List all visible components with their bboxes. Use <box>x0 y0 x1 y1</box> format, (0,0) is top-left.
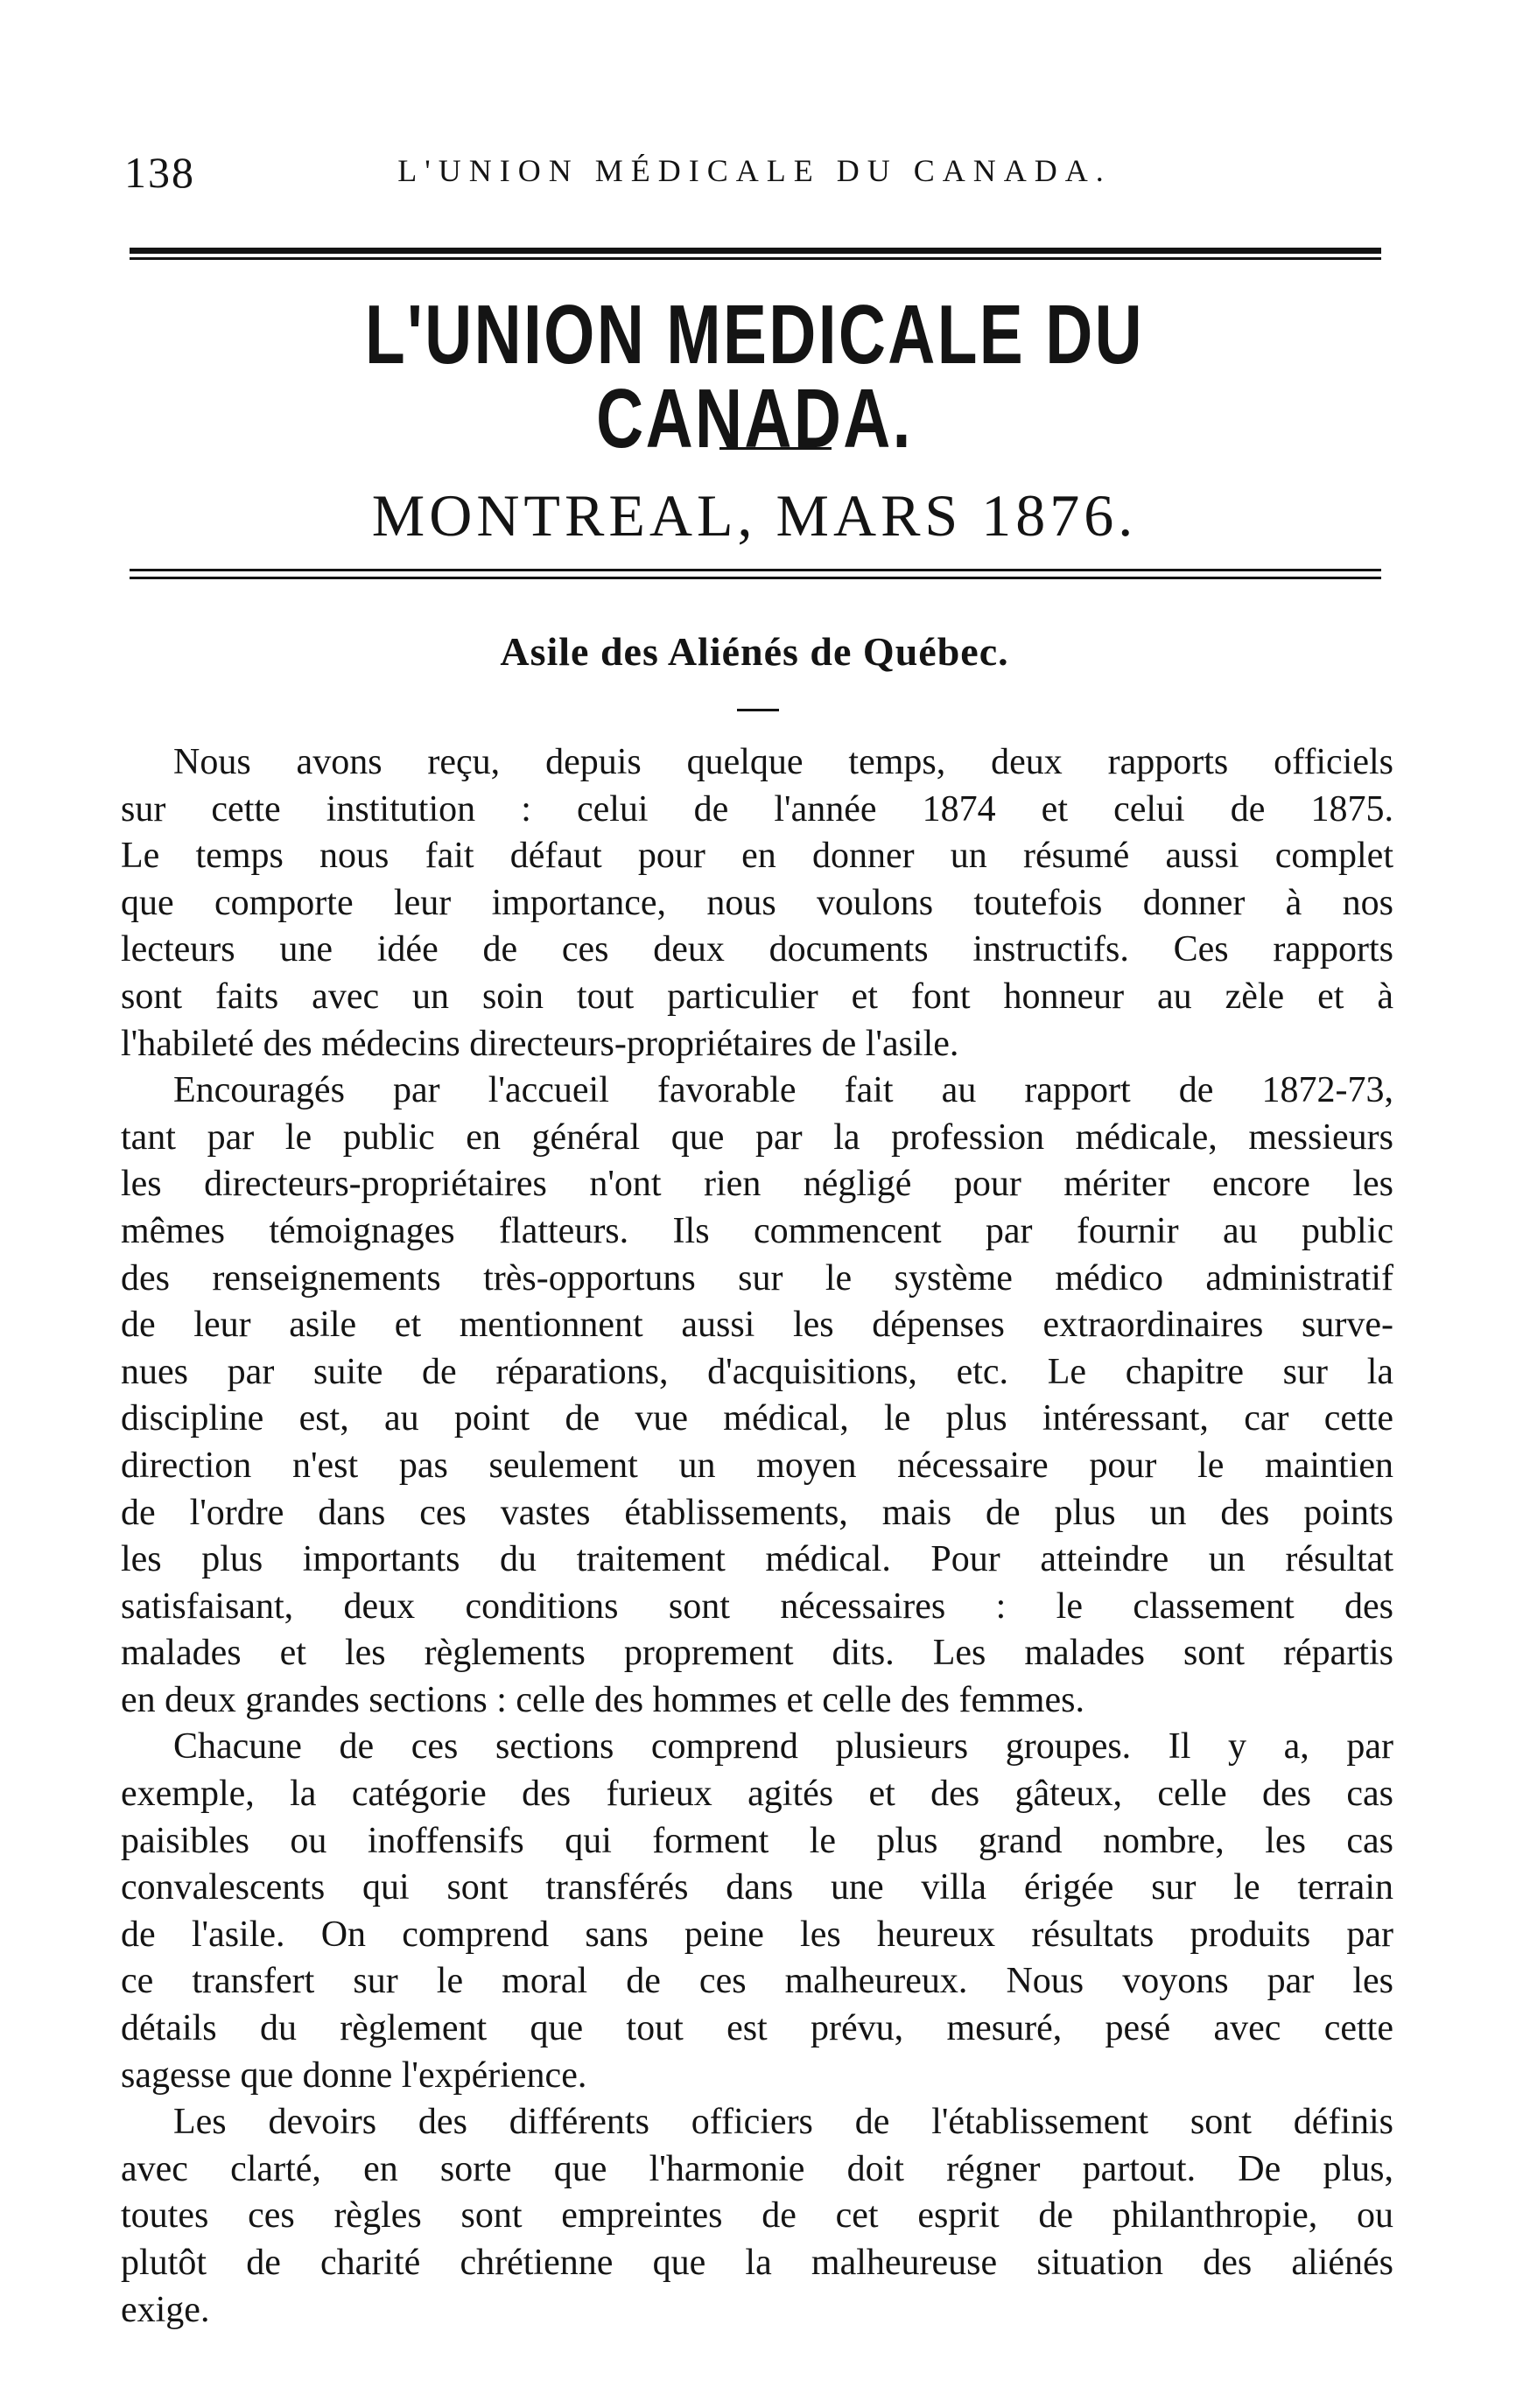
header-rule <box>130 248 1381 260</box>
text-line: Le temps nous fait défaut pour en donner un résumé aussi complet <box>121 836 1393 877</box>
text-line: sont faits avec un soin tout particulier et font honneur au zèle et à <box>121 976 1393 1017</box>
running-title: L'UNION MÉDICALE DU CANADA. <box>397 153 1112 188</box>
text-line: en deux grandes sections : celle des hommes et celle des femmes. <box>121 1679 1084 1720</box>
text-line: tant par le public en général que par la profession médicale, messieurs <box>121 1116 1393 1158</box>
dateline-rule <box>130 569 1381 579</box>
text-line: que comporte leur importance, nous voulons toutefois donner à nos <box>121 882 1393 923</box>
text-line: l'habileté des médecins directeurs-propriétaires de l'asile. <box>121 1023 959 1064</box>
dateline: MONTREAL, MARS 1876. <box>371 482 1138 549</box>
text-line: convalescents qui sont transférés dans une villa érigée sur le terrain <box>121 1867 1393 1908</box>
text-line: malades et les règlements proprement dits. Les malades sont répartis <box>121 1633 1393 1674</box>
text-line: Nous avons reçu, depuis quelque temps, deux rapports officiels <box>173 742 1393 782</box>
text-line: paisibles ou inoffensifs qui forment le plus grand nombre, les cas <box>121 1820 1393 1861</box>
text-line: nues par suite de réparations, d'acquisitions, etc. Le chapitre sur la <box>121 1351 1393 1392</box>
text-line: détails du règlement que tout est prévu, mesuré, pesé avec cette <box>121 2008 1393 2049</box>
text-line: avec clarté, en sorte que l'harmonie doit régner partout. De plus, <box>121 2148 1393 2189</box>
masthead-divider <box>719 447 832 450</box>
text-line: des renseignements très-opportuns sur le système médico administratif <box>121 1257 1393 1298</box>
text-line: Chacune de ces sections comprend plusieurs groupes. Il y a, par <box>173 1726 1393 1768</box>
text-line: sagesse que donne l'expérience. <box>121 2054 587 2096</box>
text-line: plutôt de charité chrétienne que la malheureuse situation des aliénés <box>121 2243 1393 2283</box>
text-line: Encouragés par l'accueil favorable fait au rapport de 1872-73, <box>173 1070 1393 1111</box>
text-line: les directeurs-propriétaires n'ont rien négligé pour mériter encore les <box>121 1164 1393 1205</box>
paragraph <box>121 1724 1393 2099</box>
paragraph <box>121 2099 1393 2334</box>
text-line: ce transfert sur le moral de ces malheureux. Nous voyons par les <box>121 1961 1393 2002</box>
text-line: mêmes témoignages flatteurs. Ils commencent par fournir au public <box>121 1210 1393 1251</box>
text-line: direction n'est pas seulement un moyen nécessaire pour le maintien <box>121 1445 1393 1486</box>
paragraph <box>121 1068 1393 1724</box>
text-line: discipline est, au point de vue médical, le plus intéressant, car cette <box>121 1398 1393 1439</box>
article-title: Asile des Aliénés de Québec. <box>500 629 1009 674</box>
text-line: toutes ces règles sont empreintes de cet esprit de philanthropie, ou <box>121 2195 1393 2236</box>
running-head <box>124 147 1385 200</box>
text-line: Les devoirs des différents officiers de l'établissement sont définis <box>173 2102 1393 2143</box>
article-title-divider <box>737 709 779 711</box>
text-line: satisfaisant, deux conditions sont nécessaires : le classement des <box>121 1586 1393 1627</box>
text-line: exemple, la catégorie des furieux agités et des gâteux, celle des cas <box>121 1774 1393 1815</box>
text-line: lecteurs une idée de ces deux documents instructifs. Ces rapports <box>121 929 1393 970</box>
text-line: les plus importants du traitement médical. Pour atteindre un résultat <box>121 1539 1393 1580</box>
text-line: de l'ordre dans ces vastes établissements, mais de plus un des points <box>121 1492 1393 1533</box>
text-line: de l'asile. On comprend sans peine les heureux résultats produits par <box>121 1914 1393 1955</box>
text-line: de leur asile et mentionnent aussi les dépenses extraordinaires surve- <box>121 1305 1393 1346</box>
text-line: sur cette institution : celui de l'année 1874 et celui de 1875. <box>121 788 1393 830</box>
page-number: 138 <box>124 148 195 197</box>
text-line: exige. <box>121 2289 210 2330</box>
article-body <box>121 739 1393 2334</box>
paragraph <box>121 739 1393 1068</box>
masthead-title: L'UNION MEDICALE DU CANADA. <box>364 288 1145 466</box>
